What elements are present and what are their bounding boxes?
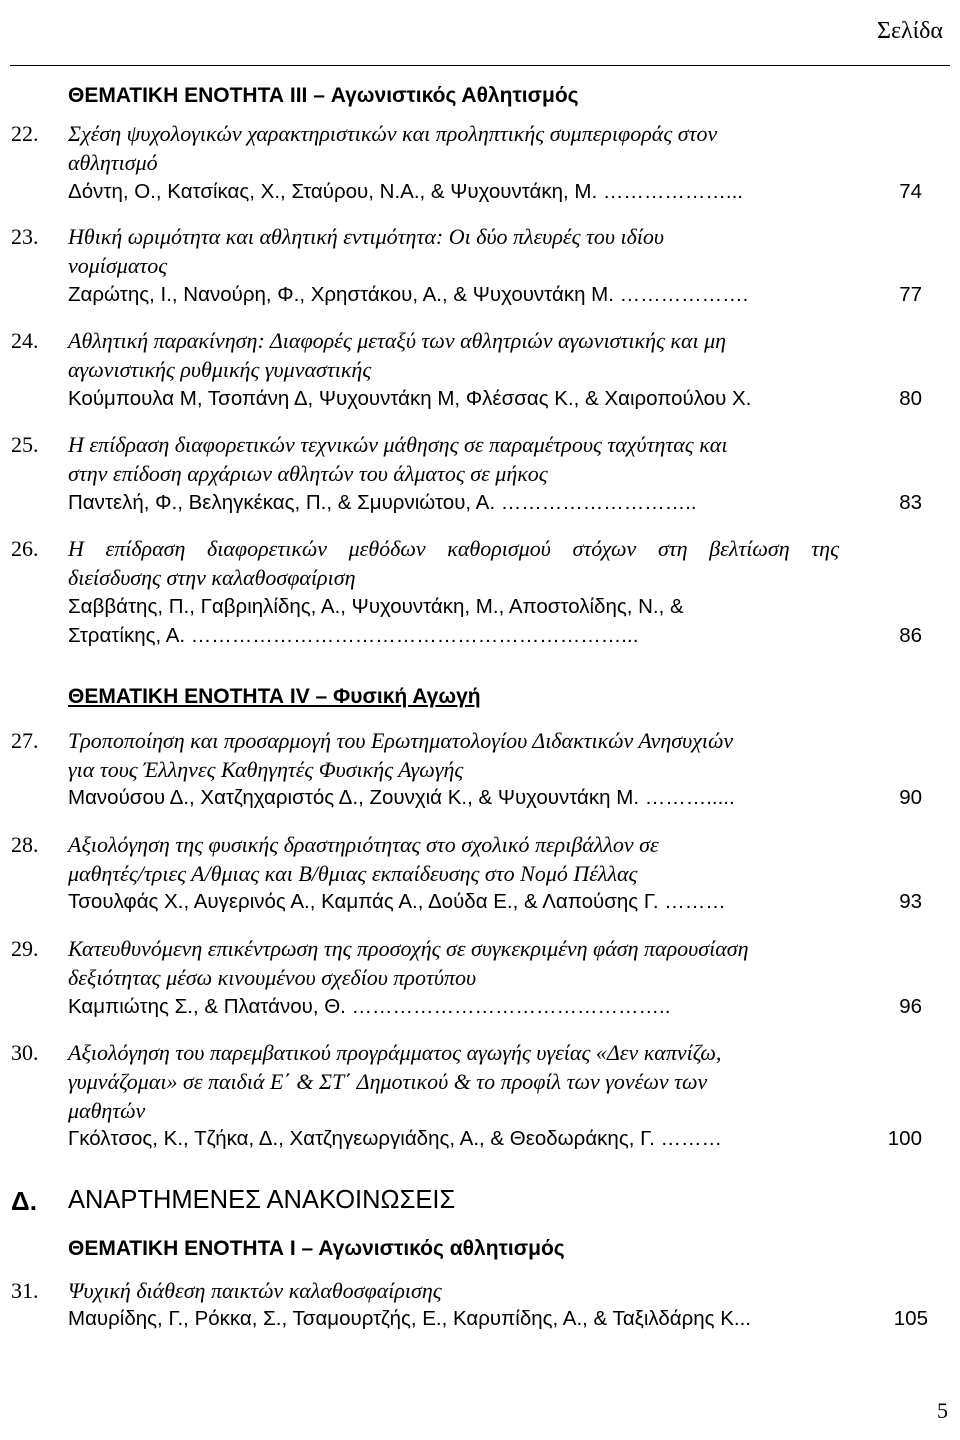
- entry-authors: Μαυρίδης, Γ., Ρόκκα, Σ., Τσαμουρτζής, Ε., Καρυπίδης, Α., & Ταξιλδάρης Κ...: [68, 1307, 752, 1330]
- section-letter: Δ.: [11, 1186, 37, 1216]
- theme-heading-1: [68, 1237, 565, 1261]
- theme-heading-3: [68, 84, 579, 108]
- entry-page: 83: [899, 491, 922, 514]
- entry-page: 80: [899, 387, 922, 410]
- entry-authors: Γκόλτσος, Κ., Τζήκα, Δ., Χατζηγεωργιάδης, Α., & Θεοδωράκης, Γ. ………: [68, 1127, 723, 1150]
- entry-page: 90: [899, 786, 922, 809]
- page-header-label: Σελίδα: [876, 18, 943, 44]
- entry-title-line: αθλητισμό: [68, 150, 158, 175]
- entry-number: 29.: [11, 936, 39, 961]
- entry-page: 74: [899, 180, 922, 203]
- theme-heading-text: ΘΕΜΑΤΙΚΗ ΕΝΟΤΗΤΑ IV – Φυσική Αγωγή: [68, 685, 481, 708]
- entry-page: 77: [899, 283, 922, 306]
- entry-authors: Δόντη, Ο., Κατσίκας, Χ., Σταύρου, Ν.Α., & Ψυχουντάκη, Μ. ………………...: [68, 180, 743, 203]
- entry-page: 105: [893, 1307, 928, 1330]
- entry-title-line: Αθλητική παρακίνηση: Διαφορές μεταξύ των αθλητριών αγωνιστικής και μη: [68, 328, 727, 353]
- entry-page: 93: [899, 890, 922, 913]
- entry-authors: Τσουλφάς Χ., Αυγερινός Α., Καμπάς Α., Δούδα Ε., & Λαπούσης Γ. ………: [68, 890, 726, 913]
- theme-heading-suffix: – Αγωνιστικός Αθλητισμός: [307, 84, 579, 107]
- entry-title-line: Η επίδραση διαφορετικών μεθόδων καθορισμού στόχων στη βελτίωση της: [68, 536, 839, 561]
- entry-title-line: μαθητών: [68, 1098, 146, 1123]
- entry-title-line: μαθητές/τριες Α/θμιας και Β/θμιας εκπαίδευσης στο Νομό Πέλλας: [68, 861, 638, 886]
- section-title: ΑΝΑΡΤΗΜΕΝΕΣ ΑΝΑΚΟΙΝΩΣΕΙΣ: [68, 1186, 456, 1214]
- entry-number: 27.: [11, 728, 39, 753]
- entry-authors: Μανούσου Δ., Χατζηχαριστός Δ., Ζουνχιά Κ., & Ψυχουντάκη Μ. ……….....: [68, 786, 735, 809]
- entry-number: 23.: [11, 224, 39, 249]
- theme-heading-4: [68, 685, 481, 709]
- entry-title-line: Αξιολόγηση της φυσικής δραστηριότητας στο σχολικό περιβάλλον σε: [68, 832, 659, 857]
- entry-title-line: Κατευθυνόμενη επικέντρωση της προσοχής σε συγκεκριμένη φάση παρουσίαση: [68, 936, 749, 961]
- entry-title-line: Σχέση ψυχολογικών χαρακτηριστικών και προληπτικής συμπεριφοράς στον: [68, 121, 718, 146]
- entry-authors: Παντελή, Φ., Βεληγκέκας, Π., & Σμυρνιώτου, Α. ………………………..: [68, 491, 697, 514]
- theme-heading-prefix: ΘΕΜΑΤΙΚΗ ΕΝΟΤΗΤΑ Ι: [68, 1237, 296, 1260]
- entry-title-line: νομίσματος: [68, 253, 168, 278]
- theme-heading-suffix: – Αγωνιστικός αθλητισμός: [295, 1237, 565, 1260]
- entry-title-line: Ηθική ωριμότητα και αθλητική εντιμότητα: Οι δύο πλευρές του ιδίου: [68, 224, 665, 249]
- entry-number: 24.: [11, 328, 39, 353]
- header-rule: [10, 65, 950, 66]
- entry-number: 22.: [11, 121, 39, 146]
- entry-title-line: Ψυχική διάθεση παικτών καλαθοσφαίρισης: [68, 1278, 442, 1303]
- entry-title-line: Αξιολόγηση του παρεμβατικού προγράμματος αγωγής υγείας «Δεν καπνίζω,: [68, 1040, 722, 1065]
- entry-title-line: διείσδυσης στην καλαθοσφαίριση: [68, 565, 356, 590]
- entry-number: 30.: [11, 1040, 39, 1065]
- entry-number: 26.: [11, 536, 39, 561]
- entry-title-line: αγωνιστικής ρυθμικής γυμναστικής: [68, 357, 372, 382]
- entry-number: 28.: [11, 832, 39, 857]
- entry-page: 86: [899, 624, 922, 647]
- entry-authors: Ζαρώτης, Ι., Νανούρη, Φ., Χρηστάκου, Α., & Ψυχουντάκη Μ. ……………….: [68, 283, 749, 306]
- theme-heading-prefix: ΘΕΜΑΤΙΚΗ ΕΝΟΤΗΤΑ III: [68, 84, 308, 107]
- entry-title-line: στην επίδοση αρχάριων αθλητών του άλματος σε μήκος: [68, 461, 548, 486]
- entry-title-line: Η επίδραση διαφορετικών τεχνικών μάθησης σε παραμέτρους ταχύτητας και: [68, 432, 728, 457]
- entry-authors: Κούμπουλα Μ, Τσοπάνη Δ, Ψυχουντάκη Μ, Φλέσσας Κ., & Χαιροπούλου Χ.: [68, 387, 752, 410]
- entry-authors: Καμπιώτης Σ., & Πλατάνου, Θ. ………………………………………..: [68, 995, 671, 1018]
- entry-number: 25.: [11, 432, 39, 457]
- entry-page: 96: [899, 995, 922, 1018]
- footer-page-number: 5: [937, 1398, 948, 1423]
- entry-authors: Σαββάτης, Π., Γαβριηλίδης, Α., Ψυχουντάκη, Μ., Αποστολίδης, Ν., &: [68, 595, 684, 618]
- entry-authors-cont: Στρατίκης, Α. ………………………………………………………...: [68, 624, 639, 647]
- entry-page: 100: [887, 1127, 922, 1150]
- entry-title-line: για τους Έλληνες Καθηγητές Φυσικής Αγωγής: [68, 757, 464, 782]
- entry-title-line: Τροποποίηση και προσαρμογή του Ερωτηματολογίου Διδακτικών Ανησυχιών: [68, 728, 734, 753]
- entry-title-line: γυμνάζομαι» σε παιδιά Ε΄ & ΣΤ΄ Δημοτικού & το προφίλ των γονέων των: [68, 1069, 708, 1094]
- entry-title-line: δεξιότητας μέσω κινουμένου σχεδίου προτύπου: [68, 965, 477, 990]
- entry-number: 31.: [11, 1278, 39, 1303]
